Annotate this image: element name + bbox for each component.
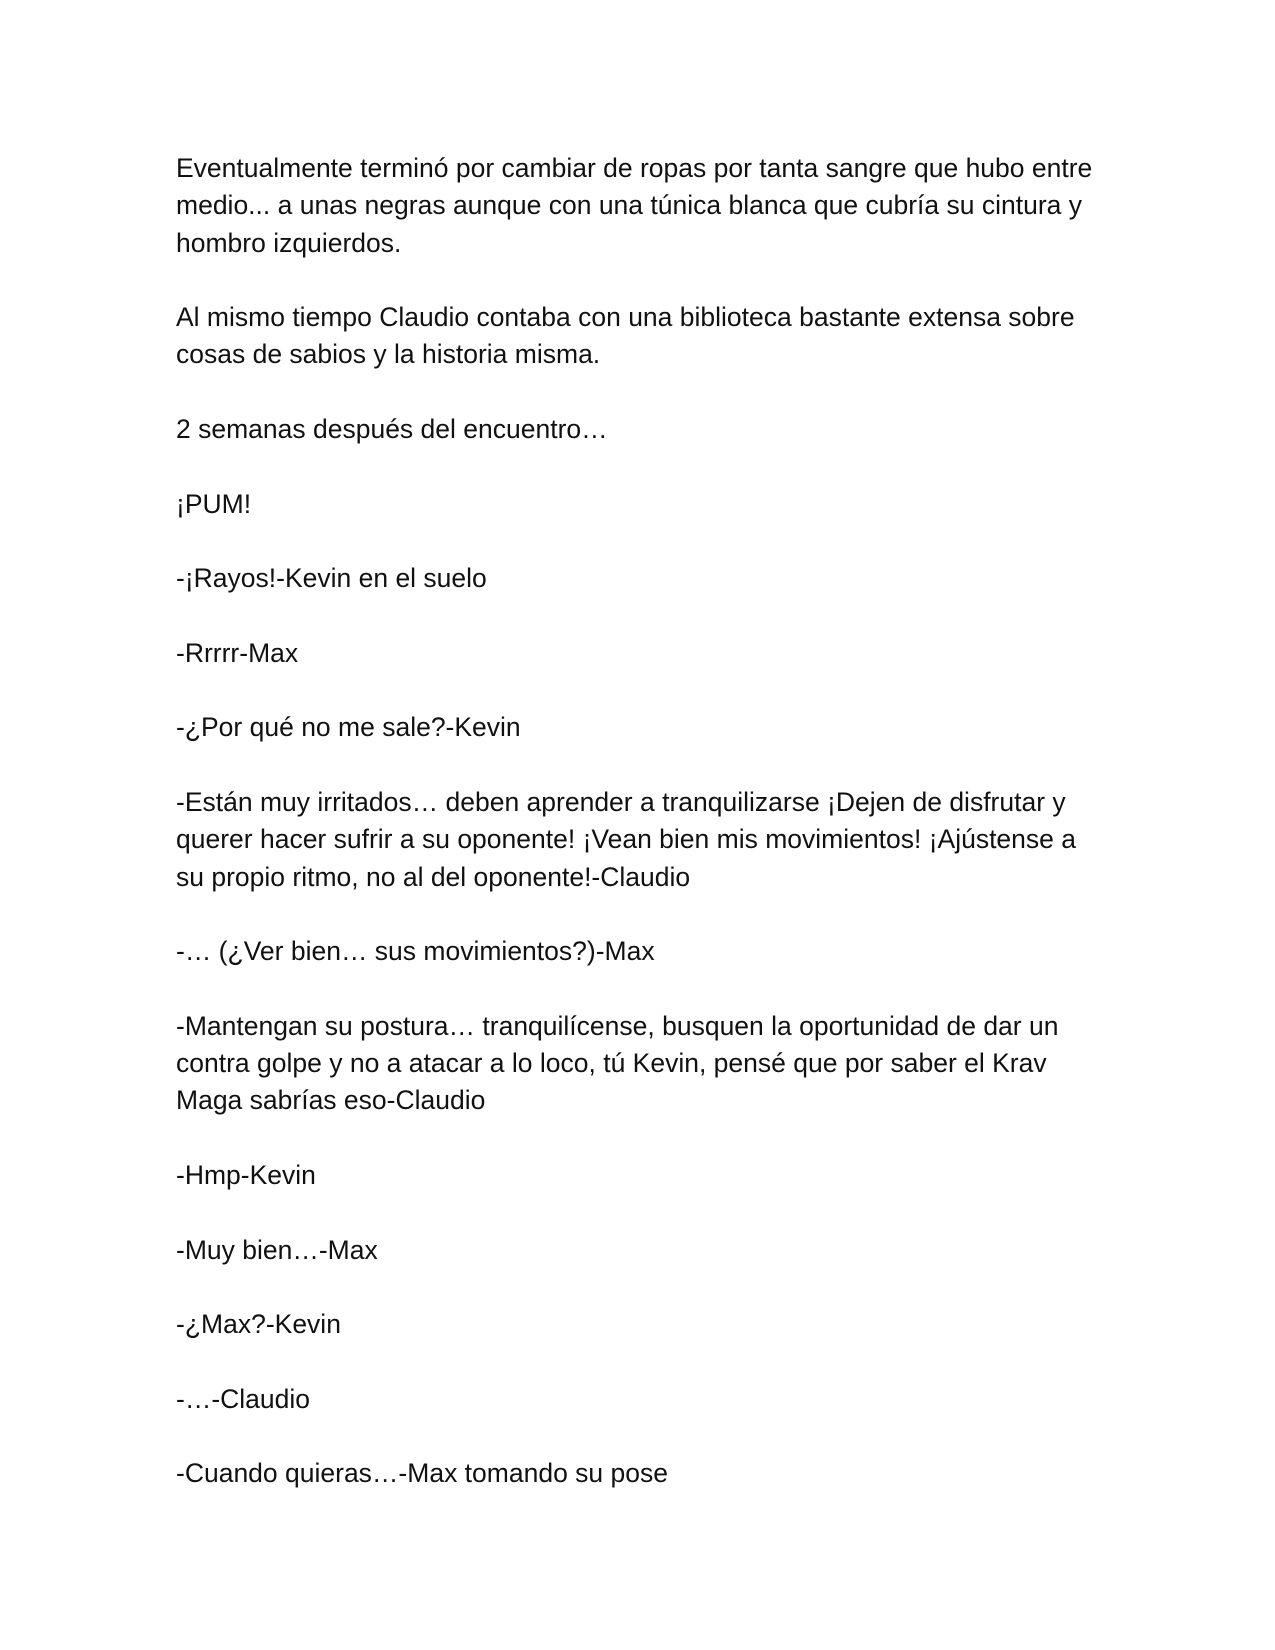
paragraph: -¿Max?-Kevin xyxy=(176,1309,341,1340)
document-body xyxy=(176,150,1106,1493)
paragraph: ¡PUM! xyxy=(176,488,252,519)
paragraph: -…-Claudio xyxy=(176,1383,311,1414)
paragraph: Al mismo tiempo Claudio contaba con una biblioteca bastante extensa sobre cosas de sabios y la historia misma. xyxy=(176,302,1075,370)
paragraph: 2 semanas después del encuentro… xyxy=(176,414,608,445)
paragraph: -Hmp-Kevin xyxy=(176,1160,316,1191)
paragraph: -Mantengan su postura… tranquilícense, busquen la oportunidad de dar un contra golpe y no a atacar a lo loco, tú Kevin, pensé que por saber el Krav Maga sabrías eso-Claudio xyxy=(176,1010,1059,1116)
paragraph: -Rrrrr-Max xyxy=(176,637,299,668)
paragraph: -Están muy irritados… deben aprender a tranquilizarse ¡Dejen de disfrutar y querer hacer sufrir a su oponente! ¡Vean bien mis movimientos! ¡Ajústense a su propio ritmo, no al del oponente!-Claudio xyxy=(176,787,1076,892)
paragraph: -… (¿Ver bien… sus movimientos?)-Max xyxy=(176,936,655,967)
paragraph: -¿Por qué no me sale?-Kevin xyxy=(176,712,521,743)
paragraph: Eventualmente terminó por cambiar de ropas por tanta sangre que hubo entre medio... a unas negras aunque con una túnica blanca que cubría su cintura y hombro izquierdos. xyxy=(176,153,1093,258)
paragraph: -Cuando quieras…-Max tomando su pose xyxy=(176,1458,668,1489)
paragraph: -Muy bien…-Max xyxy=(176,1234,378,1265)
paragraph: -¡Rayos!-Kevin en el suelo xyxy=(176,563,487,594)
